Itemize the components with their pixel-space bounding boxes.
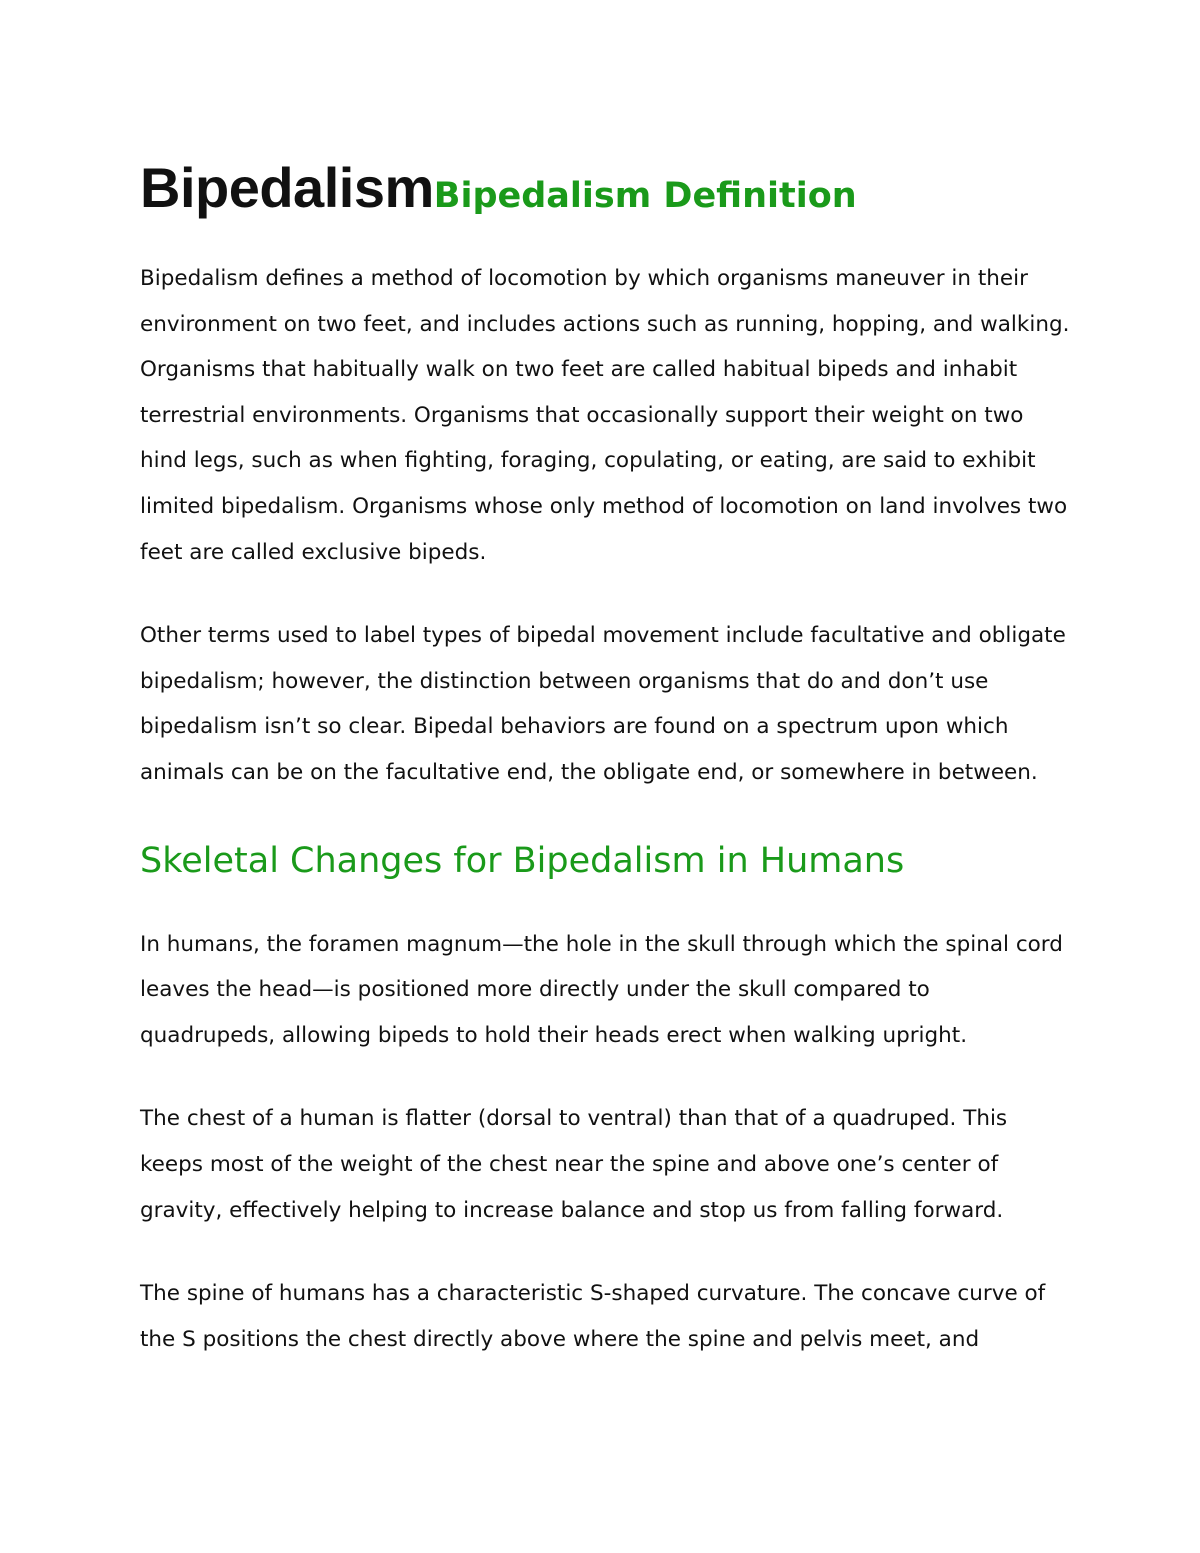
paragraph-types: Other terms used to label types of bipedal movement include facultative and obligate bipedalism; however, the distinction between organisms that do and don’t use bipedalism isn’t so clear. Bipedal behaviors are found on a spectrum upon which animals can be on the facultative end, the obligate end, or somewhere in between. xyxy=(140,623,1066,785)
title-main: Bipedalism xyxy=(140,156,434,219)
paragraph-definition: Bipedalism defines a method of locomotion by which organisms maneuver in their environment on two feet, and includes actions such as running, hopping, and walking. Organisms that habitually walk on two feet are called habitual bipeds and inhabit terrestrial environments. Organisms that occasionally support their weight on two hind legs, such as when fighting, foraging, copulating, or eating, are said to exhibit limited bipedalism. Organisms whose only method of locomotion on land involves two feet are called exclusive bipeds. xyxy=(140,266,1070,565)
paragraph-foramen-magnum: In humans, the foramen magnum—the hole in the skull through which the spinal cord leaves the head—is positioned more directly under the skull compared to quadrupeds, allowing bipeds to hold their heads erect when walking upright. xyxy=(140,931,1063,1048)
document-page xyxy=(140,156,1070,1362)
section-heading: Skeletal Changes for Bipedalism in Humans xyxy=(140,840,905,881)
title-subtitle: Bipedalism Definition xyxy=(433,176,857,216)
page-title xyxy=(140,156,1070,219)
paragraph-spine: The spine of humans has a characteristic S-shaped curvature. The concave curve of the S positions the chest directly above where the spine and pelvis meet, and xyxy=(140,1281,1046,1352)
paragraph-chest: The chest of a human is flatter (dorsal to ventral) than that of a quadruped. This keeps most of the weight of the chest near the spine and above one’s center of gravity, effectively helping to increase balance and stop us from falling forward. xyxy=(140,1106,1008,1223)
